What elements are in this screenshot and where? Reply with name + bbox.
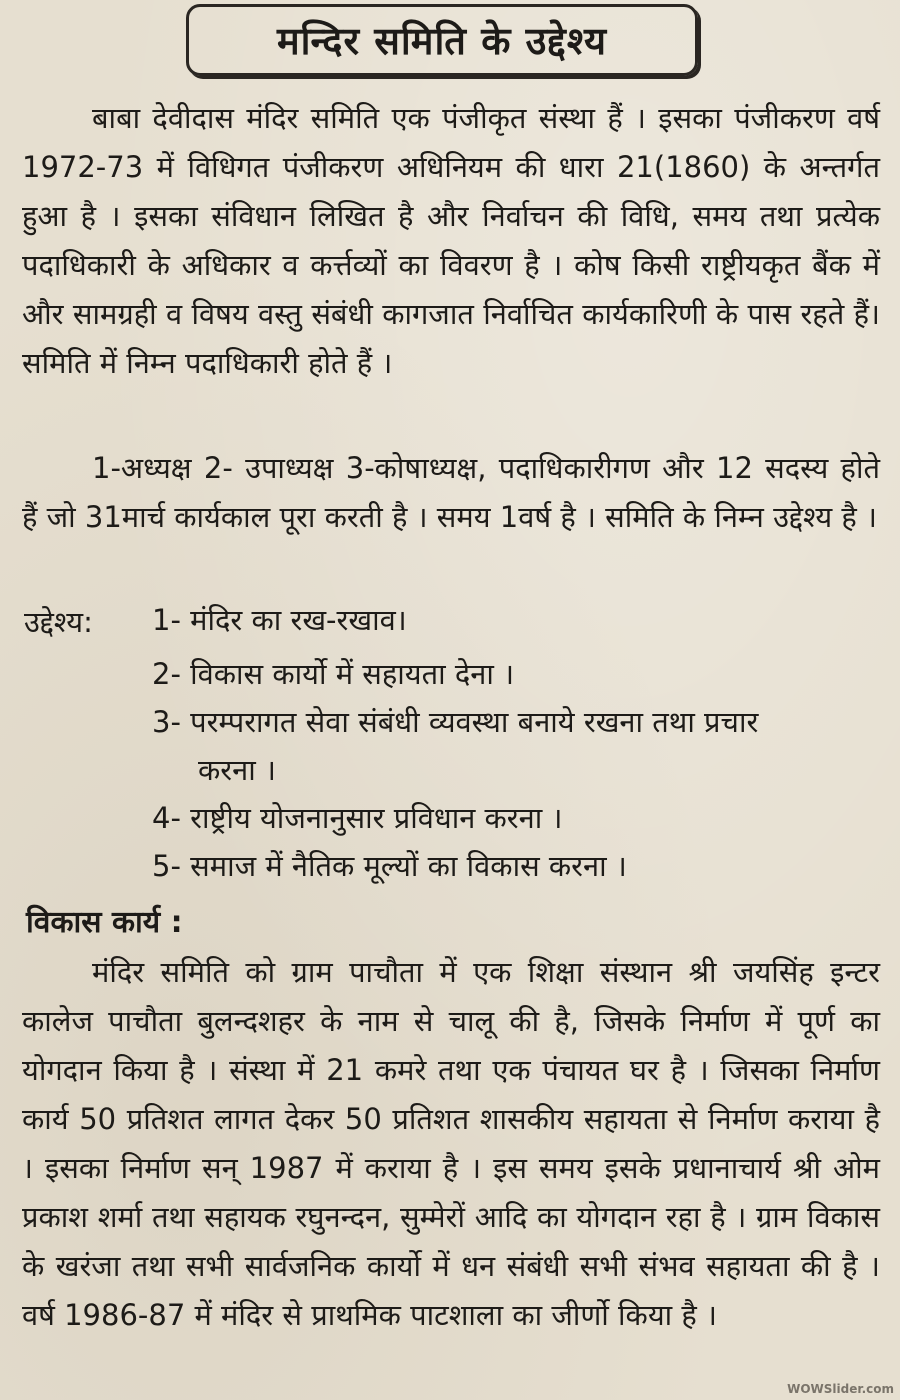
page-title: मन्दिर समिति के उद्देश्य xyxy=(276,19,608,63)
objective-item-continuation: करना । xyxy=(198,753,276,787)
objective-item: 1- मंदिर का रख-रखाव। xyxy=(152,603,407,637)
paragraph-officers: 1-अध्यक्ष 2- उपाध्यक्ष 3-कोषाध्यक्ष, पदाधिकारीगण और 12 सदस्य होते हैं जो 31मार्च कार्यकाल पूरा करती है । समय 1वर्ष है । समिति के निम्न उद्देश्य है । xyxy=(22,451,880,534)
title-box xyxy=(186,4,698,76)
objective-item: 5- समाज में नैतिक मूल्यों का विकास करना । xyxy=(152,849,627,883)
objective-item: 3- परम्परागत सेवा संबंधी व्यवस्था बनाये रखना तथा प्रचार xyxy=(152,705,759,739)
objective-item: 2- विकास कार्यो में सहायता देना । xyxy=(152,657,515,691)
paragraph-registration: बाबा देवीदास मंदिर समिति एक पंजीकृत संस्था हैं । इसका पंजीकरण वर्ष 1972-73 में विधिगत पंजीकरण अधिनियम की धारा 21(1860) के अन्तर्गत हुआ है । इसका संविधान लिखित है और निर्वाचन की विधि, समय तथा प्रत्येक पदाधिकारी के अधिकार व कर्त्तव्यों का विवरण है । कोष किसी राष्ट्रीयकृत बैंक में और सामग्रही व विषय वस्तु संबंधी कागजात निर्वाचित कार्यकारिणी के पास रहते हैं। समिति में निम्न पदाधिकारी होते हैं । xyxy=(22,101,881,380)
paragraph-development: मंदिर समिति को ग्राम पाचौता में एक शिक्षा संस्थान श्री जयसिंह इन्टर कालेज पाचौता बुलन्दशहर के नाम से चालू की है, जिसके निर्माण में पूर्ण का योगदान किया है । संस्था में 21 कमरे तथा एक पंचायत घर है । जिसका निर्माण कार्य 50 प्रतिशत लागत देकर 50 प्रतिशत शासकीय सहायता से निर्माण कराया है । इसका निर्माण सन् 1987 में कराया है । इस समय इसके प्रधानाचार्य श्री ओम प्रकाश शर्मा तथा सहायक रघुनन्दन, सुम्मेरों आदि का योगदान रहा है । ग्राम विकास के खरंजा तथा सभी सार्वजनिक कार्यो में धन संबंधी सभी संभव सहायता की है । वर्ष 1986-87 में मंदिर से प्राथमिक पाटशाला का जीर्णो किया है । xyxy=(22,955,880,1332)
objectives-label: उद्देश्य: xyxy=(24,605,93,639)
section-heading-development: विकास कार्य : xyxy=(26,905,183,940)
watermark-text: WOWSlider.com xyxy=(787,1382,894,1396)
objective-item: 4- राष्ट्रीय योजनानुसार प्रविधान करना । xyxy=(152,801,563,835)
